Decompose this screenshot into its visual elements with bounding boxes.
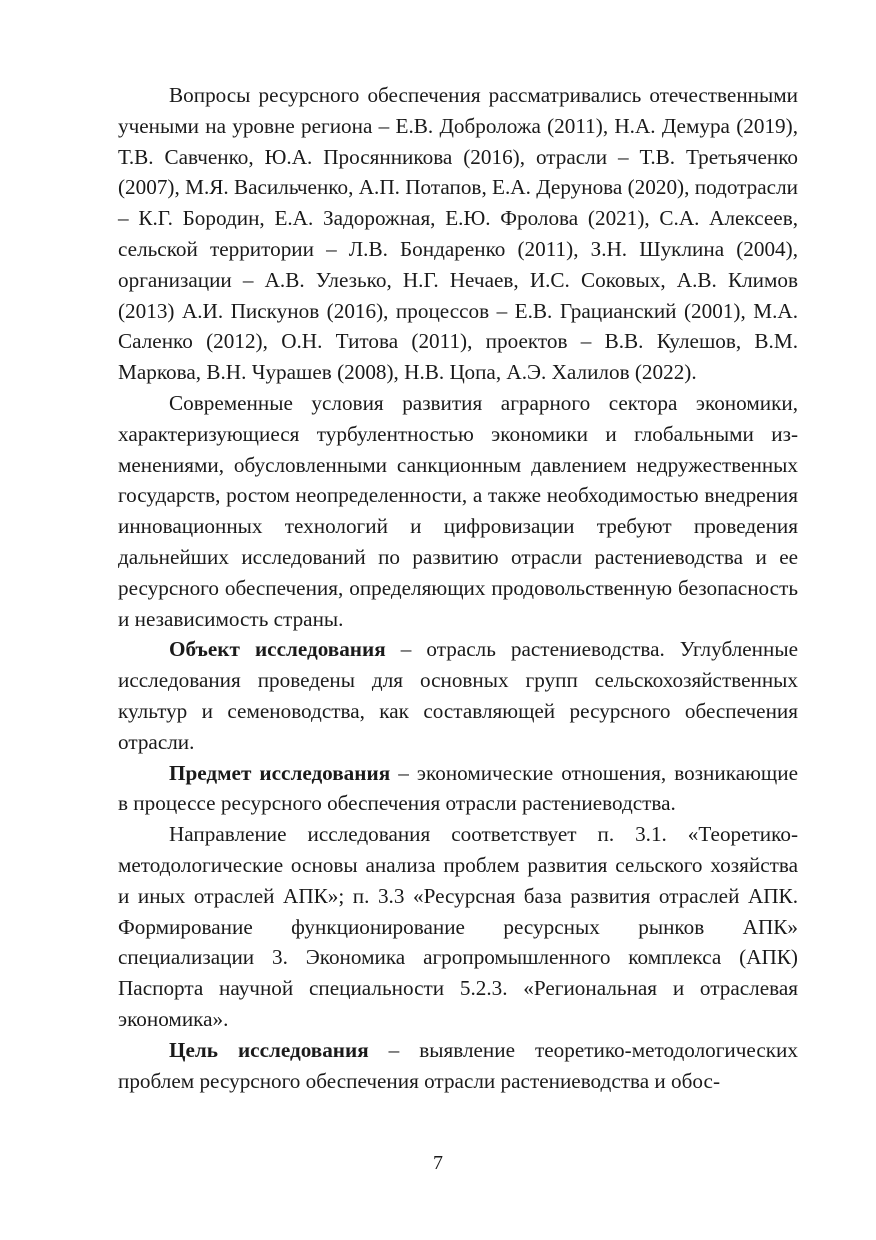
research-subject-heading: Предмет исследования — [169, 760, 391, 785]
paragraph-text: – экономические отношения, возникающие в процессе ресурсного обеспечения отрасли растениеводства. — [118, 760, 798, 816]
document-body — [118, 80, 798, 1096]
paragraph-modern-conditions — [118, 388, 798, 634]
paragraph-resource-research-review — [118, 80, 798, 388]
paragraph-research-direction — [118, 819, 798, 1035]
paragraph-text: Современные условия развития аграрного сектора экономики, характеризующиеся турбулентностью экономики и глобальными изменениями, обусловленными санкционным давлением недружественных государств, ростом неопределенности, а также необходимостью внедрения инновационных технологий и цифровизации требуют проведения дальнейших исследований по развитию отрасли растениеводства и ее ресурсного обеспечения, определяющих продовольственную безопасность и независимость страны. — [118, 390, 798, 631]
page-number: 7 — [433, 1152, 443, 1174]
paragraph-text: – выявление теоретико-методологических проблем ресурсного обеспечения отрасли растениеводства и обос- — [118, 1037, 798, 1093]
research-goal-heading: Цель исследования — [169, 1037, 369, 1062]
paragraph-research-goal — [118, 1035, 798, 1097]
paragraph-text: – отрасль растениеводства. Углубленные исследования проведены для основных групп сельскохозяйственных культур и семеноводства, как составляющей ресурсного обеспечения отрасли. — [118, 637, 798, 754]
paragraph-text: Вопросы ресурсного обеспечения рассматривались отечественными учеными на уровне региона – Е.В. Доброложа (2011), Н.А. Демура (2019), Т.В. Савченко, Ю.А. Просянникова (2016), отрасли – Т.В. Третьяченко (2007), М.Я. Васильченко, А.П. Потапов, Е.А. Дерунова (2020), подотрасли – К.Г. Бородин, Е.А. Задорожная, Е.Ю. Фролова (2021), С.А. Алексеев, сельской территории – Л.В. Бондаренко (2011), З.Н. Шуклина (2004), организации – А.В. Улезько, Н.Г. Нечаев, И.С. Соковых, А.В. Климов (2013) А.И. Пискунов (2016), процессов – Е.В. Грацианский (2001), М.А. Саленко (2012), О.Н. Титова (2011), проектов – В.В. Кулешов, В.М. Маркова, В.Н. Чурашев (2008), Н.В. Цопа, А.Э. Халилов (2022). — [118, 83, 798, 385]
research-object-heading: Объект исследования — [169, 637, 386, 662]
paragraph-text: Направление исследования соответствует п. 3.1. «Теоретико-методологические основы анализа проблем развития сельского хозяйства и иных отраслей АПК»; п. 3.3 «Ресурсная база развития отраслей АПК. Формирование функционирование ресурсных рынков АПК» специализации 3. Экономика агропромышленного комплекса (АПК) Паспорта научной специальности 5.2.3. «Региональная и отраслевая экономика». — [118, 822, 798, 1031]
paragraph-research-subject — [118, 758, 798, 820]
paragraph-research-object — [118, 634, 798, 757]
